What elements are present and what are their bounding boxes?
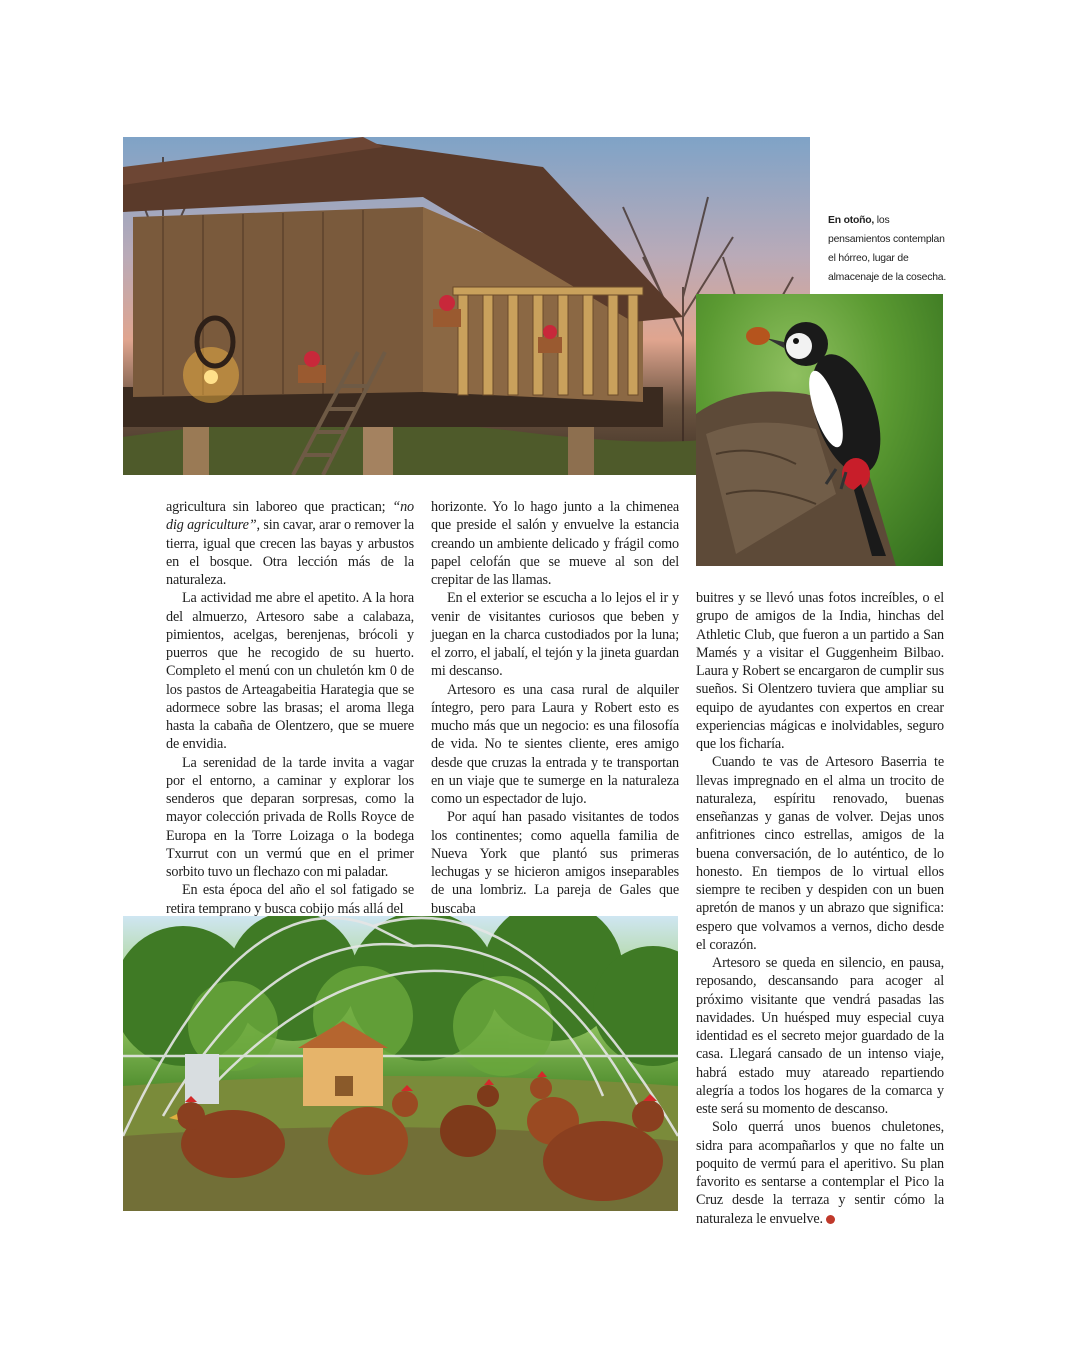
paragraph: buitres y se llevó unas fotos increíbles, o el grupo de amigos de la India, hinchas del Athletic Club, que fueron a un partido a San Mamés y a visitar el Guggenheim Bilbao. Laura y Robert se encargaron de cumplir sus sueños. Si Olentzero tuviera que ampliar su equipo de ayudantes con expertos en crear experiencias mágicas e inolvidables, seguro que los ficharía.: [696, 590, 944, 752]
caption-text: los pensamientos contemplan el hórreo, lugar de almacenaje de la cosecha.: [828, 215, 947, 283]
end-of-article-icon: [826, 1215, 835, 1224]
paragraph: Cuando te vas de Artesoro Baserria te llevas impregnado en el alma un trocito de naturaleza, espíritu renovado, buenas enseñanzas y ganas de volver. Dejas unos anfitriones cinco estrellas, amigos de la buena conversación, de lo auténtico, de lo honesto. En tiempos de lo virtual ellos siempre te reciben y despiden con un buen apretón de manos y un abrazo que significa: espero que volvamos a vernos, dicho desde el corazón.: [696, 754, 944, 953]
paragraph: agricultura sin laboreo que practican; “no dig agriculture”, sin cavar, arar o remover la tierra, igual que crecen las bayas y arbustos en el bosque. Otra lección más de la naturaleza.: [166, 499, 415, 588]
paragraph: La actividad me abre el apetito. A la hora del almuerzo, Artesoro sabe a calabaza, pimientos, acelgas, berenjenas, brócoli y puerros que he recogido de su huerto. Completo el menú con un chuletón km 0 de los pastos de Arteagabeitia Harategia que se adormece sobre las brasas; el aroma llega hasta la cabaña de Olentzero, que se muere de envidia.: [166, 590, 414, 753]
paragraph: Por aquí han pasado visitantes de todos los continentes; como aquella familia de Nueva York que plantó sus primeras lechugas y se hicieron amigos inseparables de una lombriz. La pareja de Gales que buscaba: [431, 809, 679, 917]
photo-caption: [828, 211, 948, 287]
emphasis: “no dig agriculture”: [166, 499, 414, 534]
paragraph: Solo querrá unos buenos chuletones, sidra para acompañarlos y que no falte un poquito de vermú para el aperitivo. Su plan favorito es sentarse a contemplar el Pico la Cruz desde la terraza y sentir cómo la naturaleza le envuelve.: [696, 1119, 944, 1227]
paragraph: En el exterior se escucha a lo lejos el ir y venir de visitantes curiosos que beben y juegan en la charca custodiados por la luna; el zorro, el jabalí, el tejón y la jineta guardan mi descanso.: [431, 590, 679, 680]
paragraph: En esta época del año el sol fatigado se retira temprano y busca cobijo más allá del: [166, 882, 414, 917]
text-column-3: [696, 589, 944, 1228]
chickens-illustration: [123, 916, 678, 1211]
caption-lead: En otoño,: [828, 215, 875, 226]
paragraph: horizonte. Yo lo hago junto a la chimenea que preside el salón y envuelve la estancia creando un ambiente delicado y frágil como papel celofán que se mueve al son del crepitar de las llamas.: [431, 499, 679, 588]
paragraph: Artesoro es una casa rural de alquiler íntegro, pero para Laura y Robert esto es mucho más que un negocio: es una filosofía de vida. No te sientes cliente, eres amigo desde que cruzas la entrada y te transportan en un viaje que te sumerge en la naturaleza como un espectador de lujo.: [431, 681, 679, 807]
chickens-photo: [123, 916, 678, 1211]
text-column-1: [166, 498, 414, 918]
paragraph: La serenidad de la tarde invita a vagar por el entorno, a caminar y explorar los senderos que deparan sorpresas, como la mayor colección privada de Rolls Royce de Europa en la Torre Loizaga o la bodega Txurrut con un vermú que en el primer sorbito tuvo un flechazo con mi paladar.: [166, 754, 414, 880]
text-column-2: [431, 498, 679, 918]
woodpecker-illustration: [696, 294, 943, 566]
paragraph: Artesoro se queda en silencio, en pausa, reposando, descansando para acoger al próximo visitante que vendrá pasadas las navidades. Un huésped muy especial cuya identidad es el secreto mejor guardado de la casa. Llegará cansado de un intenso viaje, habrá estado muy atareado repartiendo alegría a todos los hogares de la comarca y este será su momento de descanso.: [696, 955, 944, 1117]
woodpecker-photo: [696, 294, 943, 566]
